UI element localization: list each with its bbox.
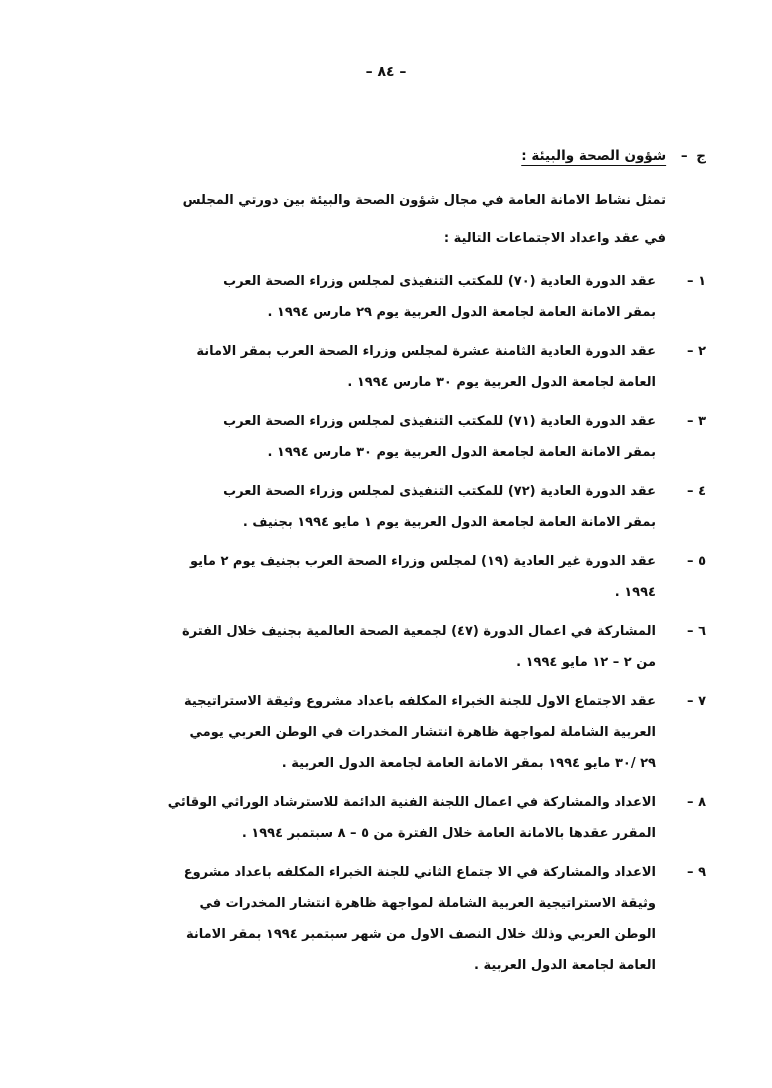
item-number: ٢ – <box>687 344 706 359</box>
item-line: المقرر عقدها بالامانة العامة خلال الفترة من ٥ – ٨ سبتمبر ١٩٩٤ . <box>241 826 656 841</box>
item-line: عقد الدورة غير العادية (١٩) لمجلس وزراء الصحة العرب بجنيف يوم ٢ مايو <box>189 554 656 569</box>
meetings-list <box>60 266 706 981</box>
item-number: ٧ – <box>687 694 706 709</box>
item-line: بمقر الامانة العامة لجامعة الدول العربية يوم ٢٩ مارس ١٩٩٤ . <box>267 305 656 320</box>
item-line: العامة لجامعة الدول العربية يوم ٣٠ مارس ١٩٩٤ . <box>347 375 656 390</box>
item-line: العربية الشاملة لمواجهة ظاهرة انتشار المخدرات في الوطن العربي يومي <box>189 725 656 740</box>
item-line: الاعداد والمشاركة في اعمال اللجنة الفنية الدائمة للاسترشاد الوراثي الوقائي <box>167 795 656 810</box>
list-item <box>60 476 706 538</box>
item-line: ١٩٩٤ . <box>614 585 656 600</box>
list-item <box>60 406 706 468</box>
list-item <box>60 787 706 849</box>
list-item <box>60 546 706 608</box>
item-line: عقد الدورة العادية (٧٠) للمكتب التنفيذى لمجلس وزراء الصحة العرب <box>223 274 656 289</box>
item-line: المشاركة في اعمال الدورة (٤٧) لجمعية الصحة العالمية بجنيف خلال الفترة <box>182 624 656 639</box>
item-number: ٥ – <box>687 554 706 569</box>
list-item <box>60 336 706 398</box>
page-number: – ٨٤ – <box>365 64 407 80</box>
item-line: عقد الدورة العادية (٧٢) للمكتب التنفيذى لمجلس وزراء الصحة العرب <box>223 484 656 499</box>
item-line: الوطن العربي وذلك خلال النصف الاول من شهر سبتمبر ١٩٩٤ بمقر الامانة <box>185 927 656 942</box>
intro-line: في عقد واعداد الاجتماعات التالية : <box>443 231 666 246</box>
item-line: ٢٩ /٣٠ مايو ١٩٩٤ بمقر الامانة العامة لجامعة الدول العربية . <box>281 756 656 771</box>
intro-paragraph <box>60 182 706 258</box>
item-line: عقد الدورة العادية الثامنة عشرة لمجلس وزراء الصحة العرب بمقر الامانة <box>196 344 656 359</box>
item-line: عقد الدورة العادية (٧١) للمكتب التنفيذى لمجلس وزراء الصحة العرب <box>223 414 656 429</box>
item-number: ٦ – <box>687 624 706 639</box>
item-number: ٩ – <box>687 865 706 880</box>
section-heading <box>60 144 706 168</box>
list-item <box>60 857 706 981</box>
item-line: من ٢ – ١٢ مايو ١٩٩٤ . <box>516 655 656 670</box>
section-letter: ج <box>696 148 706 164</box>
item-line: الاعداد والمشاركة في الا جتماع الثاني للجنة الخبراء المكلفه باعداد مشروع <box>183 865 656 880</box>
item-number: ١ – <box>687 274 706 289</box>
item-line: وثيقة الاستراتيجية العربية الشاملة لمواجهة ظاهرة انتشار المخدرات في <box>199 896 656 911</box>
list-item <box>60 686 706 779</box>
list-item <box>60 616 706 678</box>
item-line: عقد الاجتماع الاول للجنة الخبراء المكلفه باعداد مشروع وثيقة الاستراتيجية <box>183 694 656 709</box>
item-number: ٤ – <box>687 484 706 499</box>
section-title: شؤون الصحة والبيئة : <box>521 148 667 164</box>
item-number: ٨ – <box>687 795 706 810</box>
item-line: العامة لجامعة الدول العربية . <box>474 958 656 973</box>
intro-line: تمثل نشاط الامانة العامة في مجال شؤون الصحة والبيئة بين دورتي المجلس <box>182 193 666 208</box>
list-item <box>60 266 706 328</box>
item-number: ٣ – <box>687 414 706 429</box>
page-content <box>0 144 772 981</box>
item-line: بمقر الامانة العامة لجامعة الدول العربية يوم ١ مايو ١٩٩٤ بجنيف . <box>242 515 656 530</box>
item-line: بمقر الامانة العامة لجامعة الدول العربية يوم ٣٠ مارس ١٩٩٤ . <box>267 445 656 460</box>
section-dash: – <box>680 148 688 164</box>
